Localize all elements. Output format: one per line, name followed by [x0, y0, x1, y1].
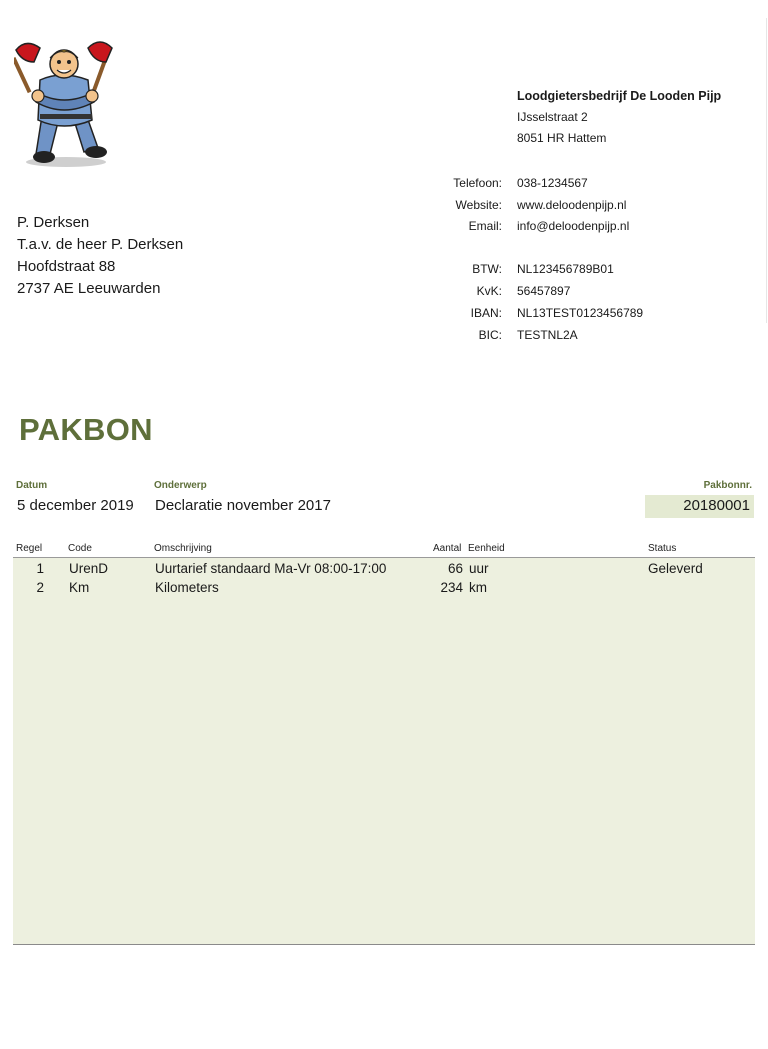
iban-value: NL13TEST0123456789 — [517, 306, 644, 320]
cell-regel: 1 — [36, 561, 44, 576]
website-label: Website: — [455, 198, 502, 212]
bic-value: TESTNL2A — [517, 328, 578, 342]
cell-code: UrenD — [69, 561, 109, 576]
company-city: 8051 HR Hattem — [517, 131, 607, 145]
date-value: 5 december 2019 — [17, 497, 134, 514]
recipient-street: Hoofdstraat 88 — [17, 258, 116, 275]
table-bottom-rule — [13, 944, 755, 945]
table-row — [13, 561, 755, 580]
table-body — [13, 558, 755, 944]
cell-aantal: 66 — [447, 561, 463, 576]
number-value: 20180001 — [683, 497, 750, 514]
email-value: info@deloodenpijp.nl — [517, 219, 630, 233]
col-header-status: Status — [648, 543, 677, 554]
cell-regel: 2 — [36, 580, 44, 595]
subject-label: Onderwerp — [154, 480, 207, 491]
table-row — [13, 580, 755, 599]
btw-value: NL123456789B01 — [517, 262, 614, 276]
col-header-code: Code — [68, 543, 92, 554]
kvk-value: 56457897 — [517, 284, 571, 298]
btw-label: BTW: — [472, 262, 502, 276]
cell-code: Km — [69, 580, 90, 595]
cell-aantal: 234 — [440, 580, 463, 595]
date-label: Datum — [16, 480, 48, 491]
recipient-address — [17, 212, 183, 300]
number-label: Pakbonnr. — [703, 480, 752, 491]
subject-value: Declaratie november 2017 — [155, 497, 331, 514]
col-header-aantal: Aantal — [433, 543, 462, 554]
cell-omschrijving: Kilometers — [155, 580, 219, 595]
cell-eenheid: km — [469, 580, 487, 595]
col-header-omschrijving: Omschrijving — [154, 543, 212, 554]
recipient-name: P. Derksen — [17, 214, 90, 231]
company-street: IJsselstraat 2 — [517, 110, 588, 124]
cell-status: Geleverd — [648, 561, 703, 576]
cell-omschrijving: Uurtarief standaard Ma-Vr 08:00-17:00 — [155, 561, 387, 576]
email-label: Email: — [468, 219, 502, 233]
kvk-label: KvK: — [476, 284, 502, 298]
page-edge-rule — [766, 18, 767, 323]
document-title: PAKBON — [19, 412, 153, 447]
recipient-city: 2737 AE Leeuwarden — [17, 280, 161, 297]
iban-label: IBAN: — [470, 306, 502, 320]
bic-label: BIC: — [478, 328, 502, 342]
website-value: www.deloodenpijp.nl — [517, 198, 627, 212]
company-block — [517, 86, 721, 149]
phone-label: Telefoon: — [453, 176, 502, 190]
cell-eenheid: uur — [469, 561, 489, 576]
col-header-regel: Regel — [16, 543, 43, 554]
plumber-mascot-icon — [14, 36, 114, 170]
company-name: Loodgietersbedrijf De Looden Pijp — [517, 89, 722, 103]
col-header-eenheid: Eenheid — [468, 543, 505, 554]
phone-value: 038-1234567 — [517, 176, 588, 190]
recipient-attention: T.a.v. de heer P. Derksen — [17, 236, 184, 253]
